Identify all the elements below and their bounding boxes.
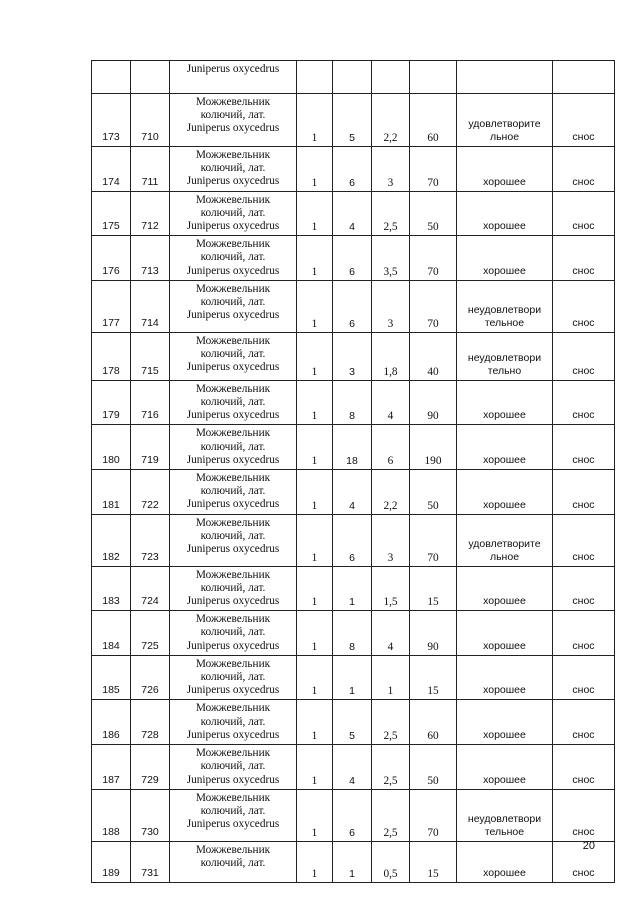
- species-line: Можжевельник: [195, 516, 271, 529]
- state-line: тельное: [484, 316, 525, 329]
- cell-species: [170, 191, 297, 236]
- cell-c2: 5: [333, 700, 372, 745]
- state-line: хорошее: [483, 498, 526, 511]
- cell-number: 711: [131, 147, 170, 192]
- cell-c1: 1: [297, 147, 333, 192]
- table-row: [92, 700, 615, 745]
- cell-c3: 1: [372, 655, 410, 700]
- cell-state: [457, 191, 553, 236]
- state-line: хорошее: [483, 729, 526, 742]
- cell-c1: [297, 61, 333, 94]
- cell-state: [457, 61, 553, 94]
- cell-c3: 4: [372, 611, 410, 656]
- cell-action: снос: [553, 514, 615, 566]
- cell-state: [457, 380, 553, 425]
- cell-state: [457, 789, 553, 841]
- cell-c1: 1: [297, 470, 333, 515]
- cell-c1: 1: [297, 611, 333, 656]
- cell-index: 176: [92, 236, 131, 281]
- species-line: Juniperus oxycedrus: [186, 409, 280, 422]
- cell-c4: 40: [410, 332, 457, 380]
- species-line: колючий, лат.: [200, 760, 266, 773]
- cell-state: [457, 94, 553, 147]
- cell-c3: 3: [372, 147, 410, 192]
- cell-c4: 190: [410, 425, 457, 470]
- cell-species: [170, 280, 297, 332]
- table-row: [92, 655, 615, 700]
- cell-index: 184: [92, 611, 131, 656]
- cell-c1: 1: [297, 332, 333, 380]
- cell-c1: 1: [297, 425, 333, 470]
- cell-action: снос: [553, 700, 615, 745]
- state-line: удовлетворите: [468, 537, 541, 550]
- table-row: [92, 191, 615, 236]
- cell-state: [457, 655, 553, 700]
- cell-c1: 1: [297, 566, 333, 611]
- cell-state: [457, 470, 553, 515]
- table-row: [92, 147, 615, 192]
- species-line: колючий, лат.: [200, 296, 266, 309]
- cell-index: 182: [92, 514, 131, 566]
- cell-c4: 70: [410, 236, 457, 281]
- cell-c4: 15: [410, 655, 457, 700]
- cell-state: [457, 332, 553, 380]
- cell-c3: 2,5: [372, 745, 410, 790]
- cell-action: снос: [553, 425, 615, 470]
- table-body: [92, 61, 615, 883]
- cell-c2: 4: [333, 191, 372, 236]
- species-line: колючий, лат.: [200, 485, 266, 498]
- species-line: Можжевельник: [195, 334, 271, 347]
- cell-c4: 90: [410, 611, 457, 656]
- cell-c1: 1: [297, 94, 333, 147]
- cell-c4: 70: [410, 789, 457, 841]
- state-line: неудовлетвори: [467, 303, 542, 316]
- state-line: хорошее: [483, 595, 526, 608]
- cell-c4: 15: [410, 566, 457, 611]
- cell-index: 186: [92, 700, 131, 745]
- cell-index: 185: [92, 655, 131, 700]
- cell-c1: 1: [297, 236, 333, 281]
- cell-c3: 6: [372, 425, 410, 470]
- species-line: Можжевельник: [195, 791, 271, 804]
- species-line: Можжевельник: [195, 238, 271, 251]
- species-line: Juniperus oxycedrus: [186, 264, 280, 277]
- cell-action: снос: [553, 470, 615, 515]
- state-line: хорошее: [483, 175, 526, 188]
- cell-c1: 1: [297, 514, 333, 566]
- cell-index: 187: [92, 745, 131, 790]
- table-row: [92, 470, 615, 515]
- state-line: неудовлетвори: [467, 812, 542, 825]
- cell-species: [170, 655, 297, 700]
- cell-action: снос: [553, 789, 615, 841]
- cell-number: 713: [131, 236, 170, 281]
- cell-c2: 8: [333, 380, 372, 425]
- species-line: колючий, лат.: [200, 206, 266, 219]
- species-line: Можжевельник: [195, 702, 271, 715]
- table-row: [92, 236, 615, 281]
- cell-number: 722: [131, 470, 170, 515]
- cell-number: 714: [131, 280, 170, 332]
- cell-index: 177: [92, 280, 131, 332]
- species-line: колючий, лат.: [200, 348, 266, 361]
- cell-state: [457, 611, 553, 656]
- species-line: Можжевельник: [195, 472, 271, 485]
- cell-action: [553, 61, 615, 94]
- cell-number: 731: [131, 841, 170, 882]
- state-line: льное: [489, 550, 520, 563]
- species-line: Juniperus oxycedrus: [186, 122, 280, 135]
- cell-c3: 2,2: [372, 94, 410, 147]
- cell-action: снос: [553, 236, 615, 281]
- species-line: Juniperus oxycedrus: [186, 639, 280, 652]
- cell-action: снос: [553, 94, 615, 147]
- cell-c4: 70: [410, 147, 457, 192]
- species-line: Можжевельник: [195, 382, 271, 395]
- cell-c3: 4: [372, 380, 410, 425]
- species-line: колючий, лат.: [200, 804, 266, 817]
- cell-index: 183: [92, 566, 131, 611]
- cell-state: [457, 514, 553, 566]
- species-line: Можжевельник: [195, 427, 271, 440]
- cell-species: [170, 332, 297, 380]
- cell-c3: [372, 61, 410, 94]
- cell-c1: 1: [297, 700, 333, 745]
- cell-state: [457, 566, 553, 611]
- cell-c3: 1,8: [372, 332, 410, 380]
- cell-index: 181: [92, 470, 131, 515]
- species-line: колючий, лат.: [200, 251, 266, 264]
- cell-action: снос: [553, 841, 615, 882]
- cell-number: 710: [131, 94, 170, 147]
- cell-species: [170, 425, 297, 470]
- cell-state: [457, 841, 553, 882]
- cell-c3: 2,5: [372, 789, 410, 841]
- species-line: Можжевельник: [195, 282, 271, 295]
- cell-c4: 90: [410, 380, 457, 425]
- cell-c1: 1: [297, 380, 333, 425]
- state-line: хорошее: [483, 264, 526, 277]
- cell-action: снос: [553, 745, 615, 790]
- cell-index: [92, 61, 131, 94]
- cell-species: [170, 566, 297, 611]
- table-row: [92, 745, 615, 790]
- cell-index: 174: [92, 147, 131, 192]
- cell-number: 716: [131, 380, 170, 425]
- cell-species: [170, 611, 297, 656]
- state-line: хорошее: [483, 220, 526, 233]
- species-line: Juniperus oxycedrus: [186, 773, 280, 786]
- cell-c2: 8: [333, 611, 372, 656]
- cell-number: 728: [131, 700, 170, 745]
- cell-index: 189: [92, 841, 131, 882]
- species-line: колючий, лат.: [200, 715, 266, 728]
- species-line: колючий, лат.: [200, 671, 266, 684]
- cell-number: 724: [131, 566, 170, 611]
- table-row: [92, 841, 615, 882]
- cell-c2: 6: [333, 147, 372, 192]
- cell-number: 729: [131, 745, 170, 790]
- species-line: Juniperus oxycedrus: [186, 728, 280, 741]
- species-line: Можжевельник: [195, 657, 271, 670]
- cell-species: [170, 470, 297, 515]
- cell-c3: 3: [372, 280, 410, 332]
- cell-c4: 15: [410, 841, 457, 882]
- cell-c4: 50: [410, 470, 457, 515]
- cell-state: [457, 425, 553, 470]
- cell-c2: 1: [333, 566, 372, 611]
- cell-c2: 4: [333, 470, 372, 515]
- species-line: Можжевельник: [195, 149, 271, 161]
- cell-c2: 5: [333, 94, 372, 147]
- cell-c4: 60: [410, 700, 457, 745]
- cell-species: [170, 236, 297, 281]
- species-line: Можжевельник: [195, 843, 271, 856]
- species-line: Juniperus oxycedrus: [186, 175, 280, 188]
- cell-c1: 1: [297, 841, 333, 882]
- cell-action: снос: [553, 566, 615, 611]
- cell-c1: 1: [297, 280, 333, 332]
- species-line: Можжевельник: [195, 613, 271, 626]
- cell-index: 180: [92, 425, 131, 470]
- species-line: колючий, лат.: [200, 581, 266, 594]
- species-line: Juniperus oxycedrus: [186, 220, 280, 233]
- cell-action: снос: [553, 147, 615, 192]
- state-line: хорошее: [483, 866, 526, 879]
- table-row: [92, 514, 615, 566]
- cell-state: [457, 700, 553, 745]
- cell-c2: 1: [333, 655, 372, 700]
- cell-c1: 1: [297, 745, 333, 790]
- cell-c3: 0,5: [372, 841, 410, 882]
- species-line: колючий, лат.: [200, 856, 266, 869]
- cell-c2: 6: [333, 789, 372, 841]
- cell-c2: 3: [333, 332, 372, 380]
- cell-c4: [410, 61, 457, 94]
- state-line: удовлетворите: [468, 118, 541, 130]
- cell-species: [170, 94, 297, 147]
- cell-number: 730: [131, 789, 170, 841]
- cell-species: [170, 841, 297, 882]
- species-line: колючий, лат.: [200, 396, 266, 409]
- table-row: [92, 280, 615, 332]
- species-line: Juniperus oxycedrus: [186, 595, 280, 608]
- cell-index: 173: [92, 94, 131, 147]
- tree-inventory-table: [91, 60, 615, 883]
- cell-action: снос: [553, 655, 615, 700]
- species-line: Можжевельник: [195, 96, 271, 108]
- cell-species: [170, 789, 297, 841]
- state-line: тельное: [484, 825, 525, 838]
- table-row: [92, 94, 615, 147]
- cell-action: снос: [553, 191, 615, 236]
- species-line: Juniperus oxycedrus: [186, 361, 280, 374]
- species-line: Juniperus oxycedrus: [186, 818, 280, 831]
- cell-c2: 6: [333, 280, 372, 332]
- cell-c3: 3: [372, 514, 410, 566]
- table-row: [92, 332, 615, 380]
- species-line: колючий, лат.: [200, 162, 266, 175]
- species-line: Можжевельник: [195, 193, 271, 206]
- cell-action: снос: [553, 611, 615, 656]
- table-row: [92, 425, 615, 470]
- species-line: колючий, лат.: [200, 626, 266, 639]
- cell-species: [170, 700, 297, 745]
- cell-c1: 1: [297, 191, 333, 236]
- species-line: Juniperus oxycedrus: [186, 309, 280, 322]
- cell-c2: 4: [333, 745, 372, 790]
- cell-species: [170, 61, 297, 94]
- cell-c3: 3,5: [372, 236, 410, 281]
- state-line: хорошее: [483, 409, 526, 422]
- cell-c1: 1: [297, 789, 333, 841]
- cell-c4: 50: [410, 191, 457, 236]
- cell-species: [170, 745, 297, 790]
- cell-c2: 18: [333, 425, 372, 470]
- cell-c3: 2,2: [372, 470, 410, 515]
- cell-state: [457, 236, 553, 281]
- cell-index: 175: [92, 191, 131, 236]
- state-line: неудовлетвори: [467, 351, 542, 364]
- cell-c3: 1,5: [372, 566, 410, 611]
- cell-number: 725: [131, 611, 170, 656]
- cell-number: 726: [131, 655, 170, 700]
- table-row-partial: [92, 61, 615, 94]
- cell-species: [170, 380, 297, 425]
- cell-c2: 6: [333, 236, 372, 281]
- cell-c2: [333, 61, 372, 94]
- cell-species: [170, 147, 297, 192]
- species-line: Juniperus oxycedrus: [186, 684, 280, 697]
- cell-species: [170, 514, 297, 566]
- cell-number: [131, 61, 170, 94]
- cell-state: [457, 280, 553, 332]
- cell-state: [457, 147, 553, 192]
- cell-c1: 1: [297, 655, 333, 700]
- table-row: [92, 566, 615, 611]
- cell-number: 715: [131, 332, 170, 380]
- cell-c4: 70: [410, 514, 457, 566]
- species-line: Juniperus oxycedrus: [186, 498, 280, 511]
- cell-number: 712: [131, 191, 170, 236]
- cell-number: 719: [131, 425, 170, 470]
- cell-c4: 50: [410, 745, 457, 790]
- table-row: [92, 611, 615, 656]
- cell-number: 723: [131, 514, 170, 566]
- cell-index: 178: [92, 332, 131, 380]
- cell-state: [457, 745, 553, 790]
- cell-c4: 70: [410, 280, 457, 332]
- species-line: колючий, лат.: [200, 440, 266, 453]
- species-line: колючий, лат.: [200, 109, 266, 122]
- species-line: Juniperus oxycedrus: [186, 63, 280, 75]
- state-line: тельно: [487, 364, 522, 377]
- cell-index: 188: [92, 789, 131, 841]
- cell-c3: 2,5: [372, 700, 410, 745]
- cell-index: 179: [92, 380, 131, 425]
- table-row: [92, 789, 615, 841]
- cell-c3: 2,5: [372, 191, 410, 236]
- species-line: Juniperus oxycedrus: [186, 543, 280, 556]
- species-line: Можжевельник: [195, 568, 271, 581]
- cell-c4: 60: [410, 94, 457, 147]
- state-line: хорошее: [483, 454, 526, 467]
- cell-action: снос: [553, 280, 615, 332]
- page-number: 20: [582, 840, 595, 852]
- cell-action: снос: [553, 332, 615, 380]
- species-line: колючий, лат.: [200, 529, 266, 542]
- state-line: хорошее: [483, 684, 526, 697]
- state-line: льное: [489, 131, 520, 143]
- cell-c2: 1: [333, 841, 372, 882]
- cell-c2: 6: [333, 514, 372, 566]
- table-row: [92, 380, 615, 425]
- cell-action: снос: [553, 380, 615, 425]
- state-line: хорошее: [483, 773, 526, 786]
- species-line: Можжевельник: [195, 747, 271, 760]
- state-line: хорошее: [483, 639, 526, 652]
- species-line: Juniperus oxycedrus: [186, 453, 280, 466]
